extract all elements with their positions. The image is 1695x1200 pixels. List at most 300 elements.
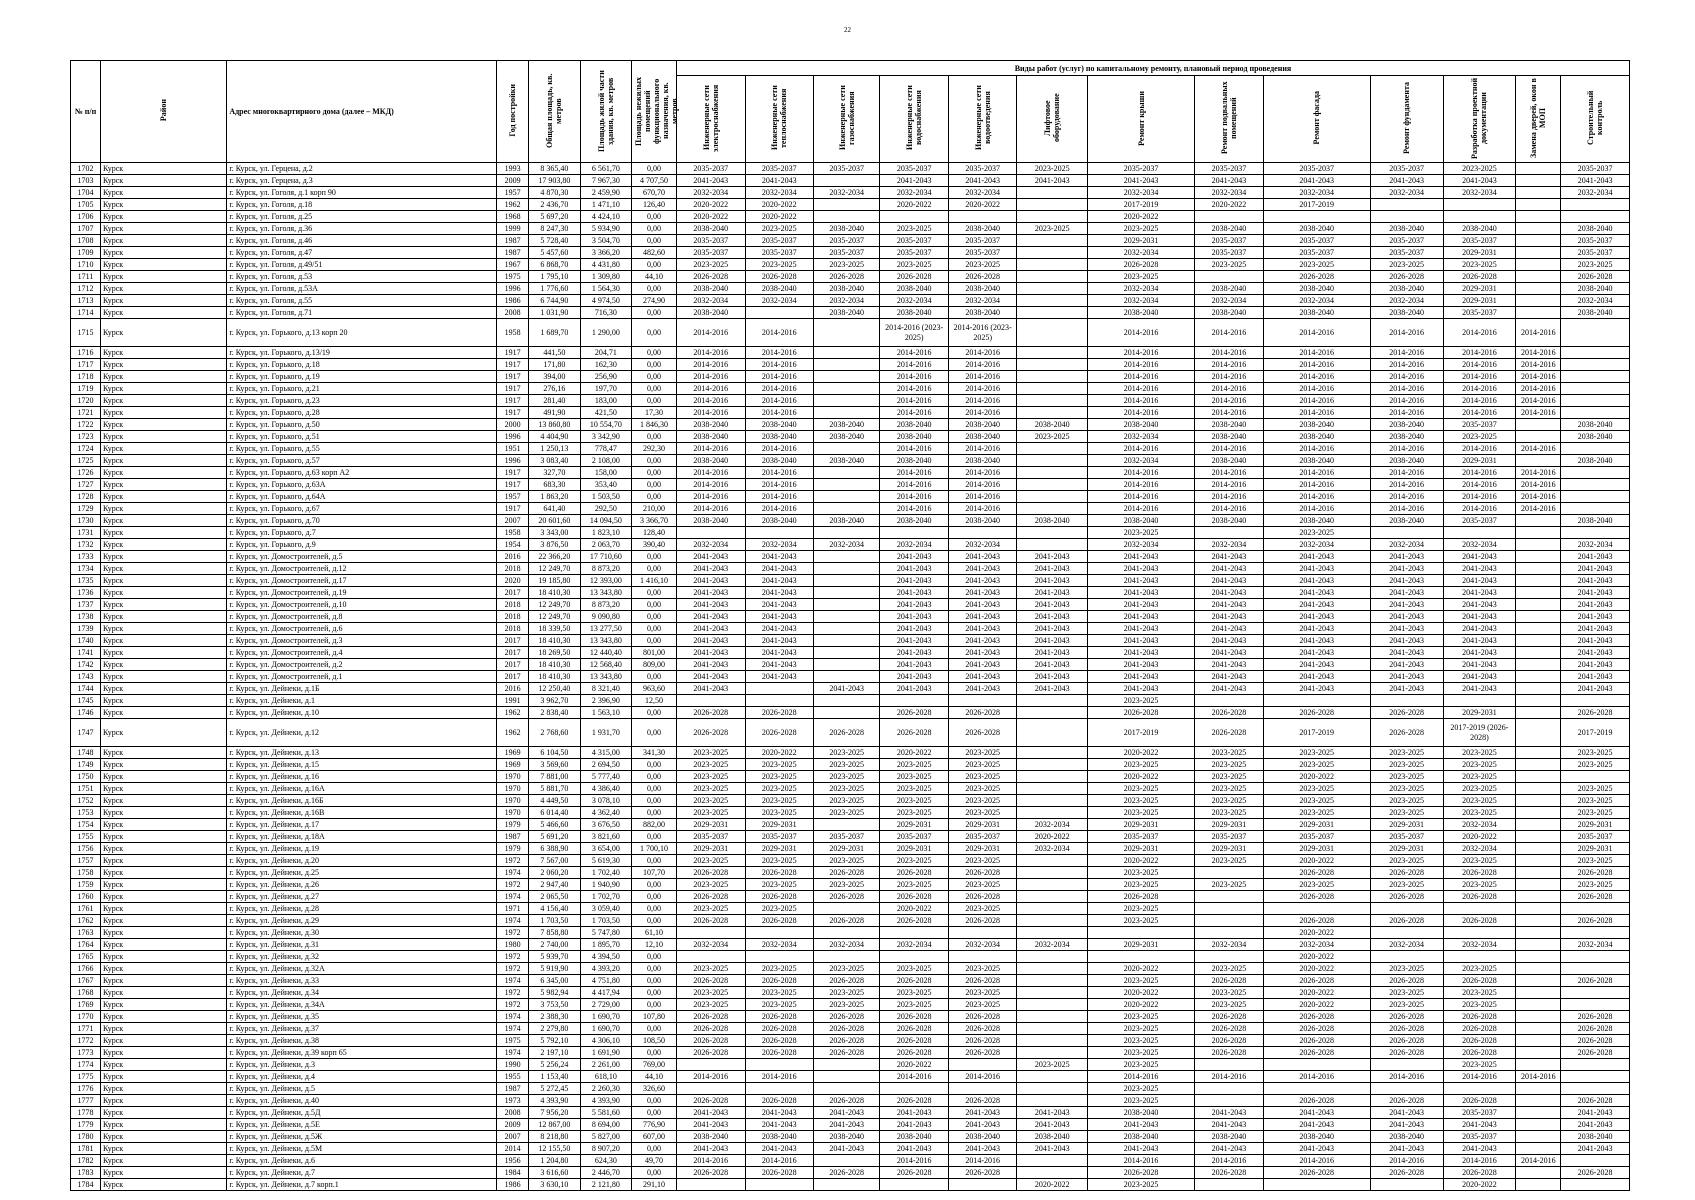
table-cell: 2029-2031 xyxy=(1443,707,1516,719)
table-cell: Курск xyxy=(100,807,226,819)
table-cell: 2041-2043 xyxy=(1370,635,1443,647)
table-row xyxy=(71,1143,1630,1155)
table-cell: 2014-2016 xyxy=(1195,491,1264,503)
table-row xyxy=(71,671,1630,683)
table-cell: 2007 xyxy=(497,515,529,527)
table-cell: 1917 xyxy=(497,371,529,383)
table-cell: 2014-2016 xyxy=(880,371,949,383)
table-cell: Курск xyxy=(100,771,226,783)
table-cell: 2014-2016 xyxy=(1195,479,1264,491)
table-cell: Курск xyxy=(100,247,226,259)
table-cell: 2041-2043 xyxy=(880,1143,949,1155)
table-cell: 4 431,80 xyxy=(580,259,631,271)
table-cell: 2041-2043 xyxy=(880,623,949,635)
table-cell: 1718 xyxy=(71,371,101,383)
table-cell: 2026-2028 xyxy=(1370,719,1443,747)
table-cell xyxy=(814,587,880,599)
table-cell: 2023-2025 xyxy=(948,259,1017,271)
table-cell: 5 691,20 xyxy=(529,831,580,843)
table-cell: г. Курск, ул. Дейнеки, д.31 xyxy=(227,939,497,951)
table-cell: 2035-2037 xyxy=(814,247,880,259)
table-row xyxy=(71,927,1630,939)
table-cell: 1980 xyxy=(497,939,529,951)
table-cell: 2041-2043 xyxy=(1195,575,1264,587)
table-cell xyxy=(1516,247,1561,259)
table-cell: 2026-2028 xyxy=(948,719,1017,747)
table-cell: 2038-2040 xyxy=(1263,307,1370,319)
table-cell: 0,00 xyxy=(632,831,677,843)
table-cell: 281,40 xyxy=(529,395,580,407)
table-cell xyxy=(1017,747,1088,759)
table-cell xyxy=(814,1071,880,1083)
table-row xyxy=(71,347,1630,359)
table-cell: 2014-2016 xyxy=(948,359,1017,371)
table-cell: 1732 xyxy=(71,539,101,551)
table-cell: 2029-2031 xyxy=(1263,819,1370,831)
table-cell: 1 689,70 xyxy=(529,319,580,347)
table-cell: Курск xyxy=(100,1131,226,1143)
table-cell: 0,00 xyxy=(632,915,677,927)
table-cell: 2014-2016 xyxy=(745,371,814,383)
table-cell: 2041-2043 xyxy=(880,551,949,563)
table-cell: 2017 xyxy=(497,587,529,599)
table-cell: 2023-2025 xyxy=(1195,259,1264,271)
table-cell: 2026-2028 xyxy=(1263,1035,1370,1047)
table-cell: 2038-2040 xyxy=(1370,307,1443,319)
table-cell: г. Курск, ул. Горького, д.9 xyxy=(227,539,497,551)
table-row xyxy=(71,383,1630,395)
table-cell: Курск xyxy=(100,347,226,359)
table-cell: 2026-2028 xyxy=(1195,1011,1264,1023)
table-cell: 3 753,50 xyxy=(529,999,580,1011)
table-cell xyxy=(1516,283,1561,295)
table-cell: 1717 xyxy=(71,359,101,371)
table-cell: 2014-2016 xyxy=(1443,479,1516,491)
table-cell: 2041-2043 xyxy=(1561,575,1630,587)
table-cell: Курск xyxy=(100,431,226,443)
table-cell: 2023-2025 xyxy=(814,963,880,975)
table-cell: 2035-2037 xyxy=(1370,831,1443,843)
table-cell xyxy=(1516,223,1561,235)
table-cell: 2014-2016 xyxy=(1088,479,1195,491)
table-cell: 1917 xyxy=(497,407,529,419)
table-cell xyxy=(814,563,880,575)
table-cell: 2023-2025 xyxy=(1088,807,1195,819)
table-cell xyxy=(676,1083,745,1095)
table-cell: 1715 xyxy=(71,319,101,347)
table-cell xyxy=(1370,903,1443,915)
table-cell: 2041-2043 xyxy=(1017,659,1088,671)
table-cell: 2023-2025 xyxy=(1195,879,1264,891)
table-cell: 197,70 xyxy=(580,383,631,395)
table-cell: 2014-2016 xyxy=(1263,1155,1370,1167)
table-cell: 0,00 xyxy=(632,431,677,443)
table-cell: 2014-2016 xyxy=(745,467,814,479)
table-cell xyxy=(814,1155,880,1167)
table-cell xyxy=(1516,527,1561,539)
col-header-elevator: Лифтовое оборудование xyxy=(1017,76,1088,163)
table-cell xyxy=(1370,1083,1443,1095)
table-cell: 5 256,24 xyxy=(529,1059,580,1071)
table-cell: Курск xyxy=(100,759,226,771)
table-cell: 2014-2016 xyxy=(745,319,814,347)
table-cell: 2026-2028 xyxy=(1263,1095,1370,1107)
table-cell xyxy=(745,927,814,939)
table-cell: 326,60 xyxy=(632,1083,677,1095)
table-cell: 2026-2028 xyxy=(814,1011,880,1023)
table-cell: 2014-2016 xyxy=(1516,347,1561,359)
table-cell: 2032-2034 xyxy=(1443,187,1516,199)
table-cell: 2023-2025 xyxy=(814,999,880,1011)
table-cell: 2026-2028 xyxy=(1443,1011,1516,1023)
table-cell: 2038-2040 xyxy=(676,1131,745,1143)
table-cell: 2023-2025 xyxy=(676,747,745,759)
table-cell: 5 728,40 xyxy=(529,235,580,247)
table-cell: Курск xyxy=(100,467,226,479)
table-cell: 2026-2028 xyxy=(1561,915,1630,927)
table-cell: 2032-2034 xyxy=(1017,939,1088,951)
table-cell: 4 306,10 xyxy=(580,1035,631,1047)
table-cell: 2018 xyxy=(497,623,529,635)
table-cell: 2026-2028 xyxy=(814,1035,880,1047)
table-cell: 1707 xyxy=(71,223,101,235)
table-cell: 1 690,70 xyxy=(580,1011,631,1023)
table-cell: 2026-2028 xyxy=(1370,1023,1443,1035)
table-cell: Курск xyxy=(100,695,226,707)
table-row xyxy=(71,199,1630,211)
table-cell: 2020-2022 xyxy=(1088,855,1195,867)
table-cell xyxy=(1017,771,1088,783)
table-cell: г. Курск, ул. Дейнеки, д.16 xyxy=(227,771,497,783)
table-cell: 1772 xyxy=(71,1035,101,1047)
table-cell: 2041-2043 xyxy=(948,563,1017,575)
table-cell: 2029-2031 xyxy=(948,843,1017,855)
table-cell: Курск xyxy=(100,867,226,879)
table-cell: 2041-2043 xyxy=(1370,551,1443,563)
table-cell: 2038-2040 xyxy=(814,307,880,319)
table-cell: 2023-2025 xyxy=(1561,855,1630,867)
table-cell: 0,00 xyxy=(632,479,677,491)
table-cell xyxy=(1017,199,1088,211)
table-cell: 5 939,70 xyxy=(529,951,580,963)
table-cell: 2029-2031 xyxy=(1561,843,1630,855)
table-cell xyxy=(1516,819,1561,831)
table-cell xyxy=(1561,319,1630,347)
table-cell xyxy=(1017,527,1088,539)
table-cell: 2014-2016 xyxy=(880,443,949,455)
table-cell xyxy=(1017,759,1088,771)
table-cell: 2023-2025 xyxy=(1088,1083,1195,1095)
table-cell: 2032-2034 xyxy=(1263,939,1370,951)
table-row xyxy=(71,467,1630,479)
table-cell: 2041-2043 xyxy=(745,551,814,563)
table-cell: 2016 xyxy=(497,683,529,695)
table-cell: 2041-2043 xyxy=(880,647,949,659)
table-cell: 2032-2034 xyxy=(1263,295,1370,307)
table-cell: 2041-2043 xyxy=(948,575,1017,587)
table-cell xyxy=(1561,211,1630,223)
table-cell: 13 277,50 xyxy=(580,623,631,635)
table-cell: 2038-2040 xyxy=(880,515,949,527)
table-cell: 2014-2016 xyxy=(1370,383,1443,395)
table-cell xyxy=(1017,271,1088,283)
table-cell: Курск xyxy=(100,563,226,575)
table-cell xyxy=(814,503,880,515)
table-cell: 4 870,30 xyxy=(529,187,580,199)
table-cell xyxy=(1561,199,1630,211)
table-cell: 2026-2028 xyxy=(880,975,949,987)
table-cell: 2023-2025 xyxy=(1443,431,1516,443)
table-cell: 1957 xyxy=(497,187,529,199)
table-cell: 716,30 xyxy=(580,307,631,319)
table-cell: Курск xyxy=(100,211,226,223)
table-cell: 2014-2016 xyxy=(1516,371,1561,383)
table-cell: 1779 xyxy=(71,1119,101,1131)
table-cell: 2023-2025 xyxy=(880,259,949,271)
table-cell: 2014-2016 xyxy=(745,1155,814,1167)
table-cell: 7 567,00 xyxy=(529,855,580,867)
table-row xyxy=(71,659,1630,671)
table-cell: Курск xyxy=(100,635,226,647)
table-cell: 2014-2016 xyxy=(1370,347,1443,359)
table-cell: 2014-2016 xyxy=(1443,347,1516,359)
work-types-group-header: Виды работ (услуг) по капитальному ремонту, плановый период проведения xyxy=(676,61,1629,76)
table-cell: 2023-2025 xyxy=(745,807,814,819)
table-cell: 2041-2043 xyxy=(1017,587,1088,599)
table-cell: 2023-2025 xyxy=(1195,783,1264,795)
table-cell: 2041-2043 xyxy=(1370,671,1443,683)
table-cell xyxy=(1561,503,1630,515)
table-cell: 2023-2025 xyxy=(1443,747,1516,759)
table-cell xyxy=(814,575,880,587)
table-cell: 2041-2043 xyxy=(1443,587,1516,599)
table-cell: 2 947,40 xyxy=(529,879,580,891)
table-cell: 1917 xyxy=(497,383,529,395)
table-cell: 3 059,40 xyxy=(580,903,631,915)
table-cell: 171,80 xyxy=(529,359,580,371)
table-cell: 1970 xyxy=(497,771,529,783)
table-cell: 1996 xyxy=(497,455,529,467)
table-cell: 2026-2028 xyxy=(1370,915,1443,927)
table-cell: 2023-2025 xyxy=(1370,879,1443,891)
table-cell: 1984 xyxy=(497,1167,529,1179)
table-cell: 2041-2043 xyxy=(880,659,949,671)
table-cell: 1758 xyxy=(71,867,101,879)
col-header-facade: Ремонт фасада xyxy=(1263,76,1370,163)
table-cell: 3 962,70 xyxy=(529,695,580,707)
table-cell: 2032-2034 xyxy=(948,295,1017,307)
table-cell: 5 792,10 xyxy=(529,1035,580,1047)
table-cell: 1 702,70 xyxy=(580,891,631,903)
table-cell xyxy=(1516,1107,1561,1119)
table-cell xyxy=(1516,539,1561,551)
table-cell: 2014-2016 xyxy=(1088,359,1195,371)
table-cell: г. Курск, ул. Дейнеки, д.28 xyxy=(227,903,497,915)
col-header-gas: Инженерные сети газоснабжения xyxy=(814,76,880,163)
table-cell xyxy=(1370,695,1443,707)
table-cell: 2026-2028 xyxy=(1088,1167,1195,1179)
table-row xyxy=(71,599,1630,611)
col-header-basement: Ремонт подвальных помещений xyxy=(1195,76,1264,163)
table-cell: 0,00 xyxy=(632,783,677,795)
table-cell: 2009 xyxy=(497,1119,529,1131)
table-cell: Курск xyxy=(100,611,226,623)
table-cell: 2023-2025 xyxy=(1370,855,1443,867)
table-row xyxy=(71,479,1630,491)
table-cell xyxy=(1516,295,1561,307)
table-cell: 0,00 xyxy=(632,1095,677,1107)
table-cell: 2032-2034 xyxy=(676,295,745,307)
table-cell xyxy=(1516,647,1561,659)
table-cell: 2041-2043 xyxy=(745,1119,814,1131)
table-cell: г. Курск, ул. Дейнеки, д.18А xyxy=(227,831,497,843)
table-cell: 2023-2025 xyxy=(1195,999,1264,1011)
table-row xyxy=(71,1035,1630,1047)
table-cell: 2026-2028 xyxy=(676,719,745,747)
table-cell: 2014-2016 xyxy=(1370,1155,1443,1167)
table-cell: 2020 xyxy=(497,575,529,587)
table-cell: 1 564,30 xyxy=(580,283,631,295)
table-cell: 2026-2028 xyxy=(1370,1167,1443,1179)
table-cell: Курск xyxy=(100,223,226,235)
table-cell: 2023-2025 xyxy=(1017,431,1088,443)
table-cell: Курск xyxy=(100,819,226,831)
table-cell: 2041-2043 xyxy=(814,683,880,695)
table-cell xyxy=(948,1059,1017,1071)
table-cell: 2020-2022 xyxy=(1263,987,1370,999)
table-cell: Курск xyxy=(100,855,226,867)
table-cell: 2023-2025 xyxy=(676,903,745,915)
table-cell: 2014-2016 xyxy=(1370,371,1443,383)
table-cell: г. Курск, ул. Горького, д.7 xyxy=(227,527,497,539)
table-cell xyxy=(1017,259,1088,271)
table-cell: 2026-2028 xyxy=(1561,1095,1630,1107)
table-cell: 4 393,20 xyxy=(580,963,631,975)
table-row xyxy=(71,1107,1630,1119)
table-cell: 2041-2043 xyxy=(1088,1143,1195,1155)
table-cell: 1733 xyxy=(71,551,101,563)
table-cell: 2038-2040 xyxy=(948,455,1017,467)
table-cell: 2041-2043 xyxy=(676,175,745,187)
table-cell: 2038-2040 xyxy=(1263,223,1370,235)
table-cell: 2023-2025 xyxy=(1088,975,1195,987)
table-cell: 2023-2025 xyxy=(880,771,949,783)
table-cell: 0,00 xyxy=(632,599,677,611)
table-cell: г. Курск, ул. Домостроителей, д.12 xyxy=(227,563,497,575)
table-cell: 2035-2037 xyxy=(1443,1131,1516,1143)
table-cell: 2038-2040 xyxy=(1561,419,1630,431)
table-cell: 2023-2025 xyxy=(1443,963,1516,975)
table-cell xyxy=(1443,903,1516,915)
table-cell xyxy=(1561,951,1630,963)
table-cell: 1974 xyxy=(497,975,529,987)
table-cell: 4 156,40 xyxy=(529,903,580,915)
table-cell: 2023-2025 xyxy=(1088,1023,1195,1035)
table-cell: 3 342,90 xyxy=(580,431,631,443)
table-cell: Курск xyxy=(100,879,226,891)
table-cell: 2023-2025 xyxy=(1195,963,1264,975)
table-cell: 2026-2028 xyxy=(676,1035,745,1047)
table-cell: 2023-2025 xyxy=(1263,879,1370,891)
table-cell: 683,30 xyxy=(529,479,580,491)
table-cell xyxy=(1516,1119,1561,1131)
table-cell: г. Курск, ул. Дейнеки, д.4 xyxy=(227,1071,497,1083)
table-cell: 2014-2016 xyxy=(1516,503,1561,515)
table-cell: 2041-2043 xyxy=(745,563,814,575)
table-cell: 2017-2019 xyxy=(1088,199,1195,211)
table-cell: 2023-2025 xyxy=(1263,259,1370,271)
table-row xyxy=(71,1179,1630,1191)
table-cell: 2023-2025 xyxy=(676,879,745,891)
table-cell: 2041-2043 xyxy=(676,683,745,695)
table-cell: 2035-2037 xyxy=(1561,163,1630,175)
table-cell: 1703 xyxy=(71,175,101,187)
table-row xyxy=(71,187,1630,199)
table-cell: 2014-2016 xyxy=(1263,467,1370,479)
table-cell xyxy=(1516,187,1561,199)
table-cell: 2038-2040 xyxy=(1088,1107,1195,1119)
table-cell: 2041-2043 xyxy=(1561,635,1630,647)
table-cell: 4 404,90 xyxy=(529,431,580,443)
table-cell: 8 694,00 xyxy=(580,1119,631,1131)
table-cell: 10 554,70 xyxy=(580,419,631,431)
table-cell: 2032-2034 xyxy=(880,939,949,951)
table-row xyxy=(71,551,1630,563)
table-cell: 2029-2031 xyxy=(880,843,949,855)
table-cell: 2026-2028 xyxy=(948,707,1017,719)
table-cell: 1 309,80 xyxy=(580,271,631,283)
table-cell: г. Курск, ул. Дейнеки, д.19 xyxy=(227,843,497,855)
table-cell: 2041-2043 xyxy=(1370,1119,1443,1131)
table-cell: 1962 xyxy=(497,199,529,211)
table-cell: 2041-2043 xyxy=(1088,659,1195,671)
table-row xyxy=(71,1155,1630,1167)
table-row xyxy=(71,491,1630,503)
table-cell: 3 078,10 xyxy=(580,795,631,807)
table-cell: 1739 xyxy=(71,623,101,635)
table-cell: 2038-2040 xyxy=(814,431,880,443)
table-cell: 14 094,50 xyxy=(580,515,631,527)
table-cell: 20 601,60 xyxy=(529,515,580,527)
table-cell: 2041-2043 xyxy=(880,611,949,623)
table-cell: 2023-2025 xyxy=(745,759,814,771)
table-cell: 1970 xyxy=(497,807,529,819)
table-cell: 2041-2043 xyxy=(1263,587,1370,599)
table-cell: Курск xyxy=(100,1107,226,1119)
table-cell: 3 366,70 xyxy=(632,515,677,527)
table-cell: 2 436,70 xyxy=(529,199,580,211)
table-cell: Курск xyxy=(100,1095,226,1107)
table-row xyxy=(71,515,1630,527)
table-cell: 2029-2031 xyxy=(1370,843,1443,855)
table-cell: 2026-2028 xyxy=(1195,1167,1264,1179)
table-cell: 2041-2043 xyxy=(948,647,1017,659)
table-cell xyxy=(1017,999,1088,1011)
table-cell: 482,60 xyxy=(632,247,677,259)
table-cell: 2035-2037 xyxy=(1443,1107,1516,1119)
table-cell: 2023-2025 xyxy=(1443,855,1516,867)
table-cell: 1968 xyxy=(497,211,529,223)
table-cell: г. Курск, ул. Дейнеки, д.27 xyxy=(227,891,497,903)
table-cell: 2038-2040 xyxy=(1370,455,1443,467)
table-cell: 2035-2037 xyxy=(745,831,814,843)
table-cell: 2038-2040 xyxy=(745,283,814,295)
table-cell: г. Курск, ул. Горького, д.63 корп А2 xyxy=(227,467,497,479)
table-cell: 2041-2043 xyxy=(676,659,745,671)
table-cell xyxy=(1561,479,1630,491)
table-cell: г. Курск, ул. Домостроителей, д.10 xyxy=(227,599,497,611)
table-cell: 2041-2043 xyxy=(1370,659,1443,671)
